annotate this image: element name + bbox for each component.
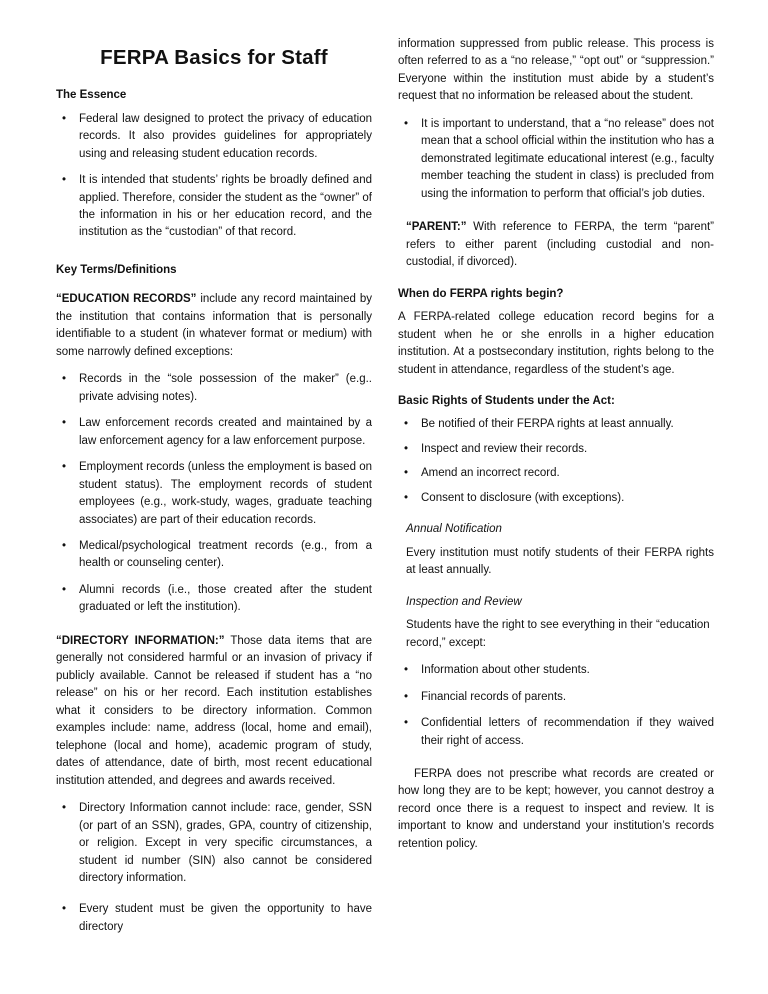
continuation-bullet-list	[398, 116, 714, 203]
inspection-review-bullet-list	[398, 662, 714, 750]
key-terms-heading: Key Terms/Definitions	[56, 263, 177, 276]
bullet-item: • Be notified of their FERPA rights at least annually.	[398, 416, 714, 433]
bullet-item: • Inspect and review their records.	[398, 441, 714, 458]
education-records-text: include any record maintained by the institution that contains information that is personally identifiable to a student (in whatever format or medium) with some narrowly defined exceptions:	[56, 293, 372, 358]
inspection-review-heading: Inspection and Review	[406, 595, 522, 608]
education-records-lead: “EDUCATION RECORDS”	[56, 293, 197, 306]
inspection-review-paragraph: Students have the right to see everything in their “education record,” except:	[406, 619, 710, 649]
bullet-item: • It is intended that students’ rights be broadly defined and applied. Therefore, consider the student as the “owner” of the information in his or her education record, and the institution as the “custodian” of that record.	[56, 172, 372, 242]
parent-lead: “PARENT:”	[406, 221, 467, 234]
essence-bullet-list	[56, 111, 372, 242]
education-records-paragraph	[56, 291, 372, 361]
bullet-item: • Records in the “sole possession of the maker” (e.g.. private advising notes).	[56, 371, 372, 406]
bullet-item: • Federal law designed to protect the privacy of education records. It also provides guidelines for appropriately using and releasing student education records.	[56, 111, 372, 163]
directory-information-paragraph	[56, 633, 372, 790]
bullet-item: • Financial records of parents.	[398, 689, 714, 706]
annual-notification-paragraph: Every institution must notify students of their FERPA rights at least annually.	[406, 546, 714, 577]
directory-continuation-paragraph: information suppressed from public release. This process is often referred to as a “no release,” “opt out” or “suppression.” Everyone within the institution must abide by a student’s request that no information be released about the student.	[398, 38, 714, 103]
bullet-item: • Amend an incorrect record.	[398, 465, 714, 482]
right-column	[398, 36, 714, 966]
bullet-item: • It is important to understand, that a “no release” does not mean that a school official within the institution who has a demonstrated legitimate educational interest (e.g., faculty member teaching the student in class) is precluded from using the information to perform that official’s job duties.	[398, 116, 714, 203]
bullet-item: • Medical/psychological treatment records (e.g., from a health or counseling center).	[56, 538, 372, 573]
bullet-item: • Directory Information cannot include: race, gender, SSN (or part of an SSN), grades, GPA, country of citizenship, or religion. Except in very specific circumstances, a student id number (SIN) also cannot be considered directory information.	[56, 800, 372, 887]
bullet-item: • Information about other students.	[398, 662, 714, 679]
basic-rights-heading: Basic Rights of Students under the Act:	[398, 394, 615, 407]
bullet-item: • Every student must be given the opportunity to have directory	[56, 901, 372, 936]
basic-rights-bullet-list	[398, 416, 714, 507]
closing-paragraph: FERPA does not prescribe what records are created or how long they are to be kept; however, you cannot destroy a record once there is a request to inspect and review. It is important to know and understand your institution’s records retention policy.	[398, 768, 714, 850]
bullet-item: • Confidential letters of recommendation if they waived their right of access.	[398, 715, 714, 750]
annual-notification-heading: Annual Notification	[406, 523, 502, 536]
parent-text: With reference to FERPA, the term “parent” refers to either parent (including custodial and non-custodial, if divorced).	[406, 221, 714, 269]
directory-information-text: Those data items that are generally not considered harmful or an invasion of privacy if publicly available. Cannot be released if student has a “no release” on his or her record. Each institution establishes what it considers to be directory information. Common examples include: name, address (local, home and email), telephone (local and home), academic program of study, dates of attendance, date of birth, most recent educational institution attended, and degrees and awards received.	[56, 634, 373, 787]
bullet-item: • Alumni records (i.e., those created after the student graduated or left the institution).	[56, 582, 372, 617]
directory-information-lead: “DIRECTORY INFORMATION:”	[56, 634, 225, 647]
bullet-item: • Employment records (unless the employment is based on student status). The employment records of student employees (e.g., work-study, wages, graduate teaching associates) are part of their education records.	[56, 459, 372, 529]
rights-begin-heading: When do FERPA rights begin?	[398, 287, 564, 300]
rights-begin-paragraph: A FERPA-related college education record begins for a student when he or she enrolls in a higher education institution. At a postsecondary institution, rights belong to the student in attendance, regardless of the student’s age.	[398, 311, 714, 376]
parent-paragraph	[406, 219, 714, 271]
page-title: FERPA Basics for Staff	[100, 46, 328, 69]
bullet-item: • Consent to disclosure (with exceptions).	[398, 490, 714, 507]
essence-heading: The Essence	[56, 89, 127, 102]
directory-information-bullet-list	[56, 800, 372, 936]
bullet-item: • Law enforcement records created and maintained by a law enforcement agency for a law enforcement purpose.	[56, 415, 372, 450]
left-column	[56, 36, 372, 966]
education-records-bullet-list	[56, 371, 372, 617]
